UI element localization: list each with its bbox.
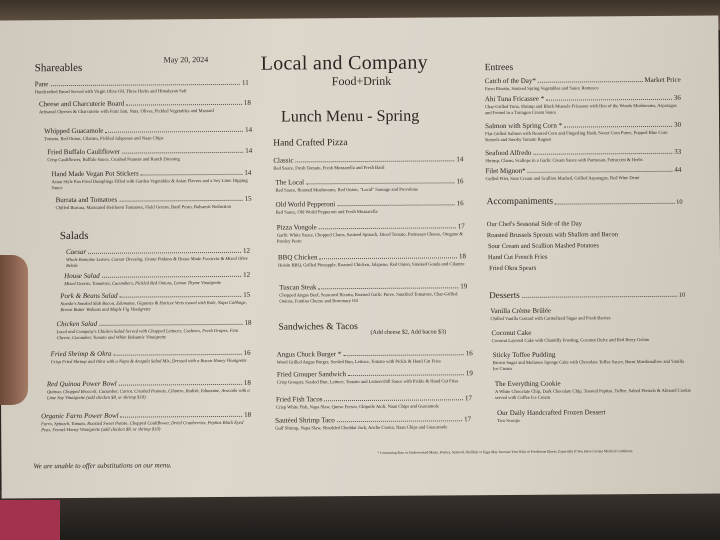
menu-item <box>495 379 691 401</box>
item-price: 15 <box>244 194 252 203</box>
menu-item <box>47 379 251 401</box>
item-row <box>495 379 691 388</box>
section-title-entrees: Entrees <box>484 62 514 74</box>
dot-leader <box>348 374 464 376</box>
item-row <box>35 79 249 88</box>
accompaniment-item: Sour Cream and Scallion Mashed Potatoes <box>487 242 599 251</box>
dot-leader <box>528 171 673 173</box>
item-row <box>485 94 681 103</box>
item-row <box>490 306 686 315</box>
item-name: Chicken Salad <box>56 319 98 329</box>
menu-item <box>278 252 466 268</box>
menu-item <box>279 282 467 304</box>
item-name: Fried Fish Tacos <box>275 395 323 404</box>
item-name: Catch of the Day* <box>484 76 536 86</box>
item-name: Burrata and Tomatoes <box>55 195 118 205</box>
item-name: Sautéed Shrimp Taco <box>275 416 335 425</box>
item-name: Cheese and Charcuterie Board <box>38 99 125 109</box>
dot-leader <box>538 81 643 83</box>
section-title-accompaniments: Accompaniments <box>486 196 554 208</box>
menu-item <box>44 126 252 142</box>
item-price: 17 <box>464 415 472 424</box>
item-description: Flat Grilled Salmon with Roasted Corn and Fingerling Hash, Sweet Corn Puree, Popped Blue Corn Kernels and Smoky Tomato Ragout <box>485 129 668 143</box>
menu-item <box>488 242 684 250</box>
item-description: Local and Company's Chicken Salad Served with Chopped Lettuces, Cashews, Fresh Grapes, Feta Cheese, Cucumber, Tomato and White Balsamic Vinaigrette <box>56 327 239 341</box>
substitution-note: We are unable to offer substitutions on our menu. <box>33 461 172 471</box>
item-description: Quinoa, Chopped Broccoli, Cucumber, Carrot, Crushed Peanuts, Cilantro, Radish, Edamame, Avocado with a Lime Soy Vinaigrette (add chicken $8, or shrimp $10) <box>46 387 250 401</box>
sandwich-addons-note: (Add cheese $2, Add bacon $3) <box>370 329 447 336</box>
accompaniments-heading <box>487 196 683 207</box>
item-description: Garlic White Sauce, Chopped Clams, Sauteed Spinach, Diced Tomato, Parmesan Cheese, Oregano & Parsley Pesto <box>276 231 464 244</box>
dot-leader <box>141 174 243 176</box>
item-row <box>51 349 251 358</box>
dot-leader <box>120 296 242 298</box>
item-description: Crisp Cauliflower, Buffalo Sauce, Crushed Peanuts and Ranch Dressing <box>47 156 180 163</box>
item-description: Chilled Burrata, Marinated Heirloom Tomatoes, Field Greens, Basil Pesto, Balsamic Reduction <box>55 203 232 211</box>
item-name: Fried Grouper Sandwich <box>276 370 347 379</box>
menu-item <box>485 76 681 92</box>
item-name: Pane <box>34 80 49 89</box>
accompaniment-item: Fried Okra Spears <box>489 264 537 273</box>
item-description: Grilled Filet, Sour Cream and Scallion Mashed, Grilled Asparagus, Red Wine Demi <box>485 175 640 182</box>
item-description: Red Sauce, Fresh Tomato, Fresh Mozzarella and Fresh Basil <box>273 164 385 171</box>
item-price: 19 <box>465 369 473 378</box>
accompaniment-item: Hand Cut French Fries <box>487 253 548 262</box>
item-row <box>276 394 472 403</box>
item-row <box>492 328 688 337</box>
dot-leader <box>555 203 674 205</box>
dot-leader <box>121 416 243 418</box>
menu-item <box>273 155 463 171</box>
item-price: 18 <box>458 252 467 261</box>
item-name: Ahi Tuna Fricassee * <box>484 94 545 104</box>
item-price: 18 <box>243 98 251 107</box>
item-row <box>493 350 689 359</box>
item-name: Seafood Alfredo <box>485 148 532 158</box>
item-description: Red Sauce, Roasted Mushrooms, Red Onion, "Local" Sausage and Provolone <box>275 186 419 193</box>
menu-item <box>490 306 686 322</box>
menu-item <box>493 350 689 372</box>
item-price: 18 <box>244 318 252 327</box>
section-title-salads: Salads <box>59 229 89 243</box>
section-title-desserts: Desserts <box>489 289 520 301</box>
item-row <box>497 408 693 417</box>
menu-item <box>41 411 251 433</box>
dot-leader <box>533 153 672 155</box>
item-description: Two Scoops <box>497 417 520 424</box>
item-description: Farro, Spinach, Tomato, Roasted Sweet Potato, Chopped Cauliflower, Dried Cranberries, Pepitas Black Eyed Peas, Fennel-Honey Vinaigrette (add chicken $8, or shrimp $10) <box>41 419 244 433</box>
item-price: 33 <box>674 147 682 156</box>
dot-leader <box>337 204 454 206</box>
item-description: Nueske's Smoked Slab Bacon, Edamame, Gigantes & Haricot Verts tossed with Kale, Napa Cabbage, Brown Butter Walnuts and Maple Fig Vinaigrette <box>60 299 247 313</box>
menu-item <box>492 328 688 344</box>
menu-item <box>275 415 471 431</box>
item-description: Farro Risotto, Sauteed Spring Vegetables and Sauce Romesco <box>484 85 599 92</box>
dot-leader <box>105 131 243 133</box>
menu-item <box>51 349 251 365</box>
dot-leader <box>319 227 456 229</box>
item-row <box>485 76 681 85</box>
item-row <box>485 166 681 175</box>
item-name: The Local <box>275 178 305 187</box>
item-row <box>47 147 252 156</box>
item-price: 16 <box>456 177 464 186</box>
item-description: Crisp Grouper, Seeded Bun, Lettuce, Tomato and Lemon-Dill Sauce with Pickle & Hand Cut Fries <box>276 378 459 385</box>
item-description: Mixed Greens, Tomatoes, Cucumbers, Pickled Red Onions, Lemon Thyme Vinaigrette <box>64 279 222 287</box>
hand-holding-menu <box>0 255 28 405</box>
dot-leader <box>564 126 672 128</box>
menu-item <box>56 195 252 211</box>
item-price: 30 <box>674 120 682 129</box>
menu-item <box>485 148 681 164</box>
item-price: 18 <box>243 378 251 387</box>
item-price: 36 <box>673 93 681 102</box>
menu-item <box>64 271 250 287</box>
item-description: Wood Grilled Angus Burger, Seeded Bun, Lettuce, Tomato with Pickle & Hand Cut Fries <box>276 358 441 365</box>
raw-food-footnote: * Consuming Raw or Undercooked Meats, Poultry, Seafood, Shellfish or Eggs May Increase Your Risk of Foodborne Illness, Especially If You Have Certain Medical Conditions. <box>377 449 634 455</box>
item-description: Shrimp, Clams, Scallops in a Garlic Cream Sauce with Parmesan, Fettuccini & Herbs <box>485 157 643 164</box>
item-row <box>41 411 251 420</box>
dot-leader <box>119 384 242 386</box>
item-price: 12 <box>243 270 251 279</box>
item-name: Vanilla Crème Brûlée <box>490 306 552 316</box>
dot-leader <box>102 276 241 278</box>
item-row <box>44 126 252 135</box>
item-row <box>279 282 467 291</box>
restaurant-name: Local and Company <box>260 51 429 75</box>
item-description: Artisanal Cheeses & Charcuterie with Fruit Jam, Nuts, Olives, Pickled Vegetables and Mustard <box>38 108 214 115</box>
menu-item <box>487 231 683 239</box>
item-row <box>277 349 473 358</box>
item-price: 17 <box>457 222 465 231</box>
item-row <box>278 252 466 261</box>
item-name: Sticky Toffee Pudding <box>492 350 556 360</box>
dot-leader <box>318 287 458 289</box>
desserts-heading <box>489 289 685 300</box>
item-name: Coconut Cake <box>491 328 532 338</box>
dot-leader <box>114 354 242 356</box>
dot-leader <box>88 252 241 254</box>
menu-sheet <box>0 15 720 498</box>
item-name: Hand Made Vegan Pot Stickers <box>51 169 139 179</box>
item-price: Market Price <box>644 75 681 85</box>
item-row <box>60 291 250 300</box>
accompaniment-item: Our Chef's Seasonal Side of the Day <box>486 220 582 229</box>
item-price: 14 <box>244 168 252 177</box>
menu-item <box>66 247 250 269</box>
item-name: Tuscan Steak <box>279 283 317 292</box>
item-description: Coconut Layered Cake with Chantilly Frosting, Coconut Dulce and Red Berry Gelato <box>491 336 650 344</box>
accompaniments-price: 10 <box>676 198 683 206</box>
item-name: House Salad <box>64 271 100 281</box>
item-name: BBQ Chicken <box>277 253 318 262</box>
item-name: Whipped Guacamole <box>44 126 104 136</box>
item-description: Hoisin BBQ, Grilled Pineapple, Roasted Chicken, Jalapeno, Red Onion, Smoked Gouda and Cilantro <box>278 261 465 268</box>
section-title-sandwiches: Sandwiches & Tacos <box>278 322 358 333</box>
item-row <box>56 195 252 204</box>
dot-leader <box>119 200 242 202</box>
dot-leader <box>546 99 672 101</box>
menu-item <box>488 253 684 261</box>
menu-item <box>60 291 250 313</box>
dot-leader <box>343 354 463 356</box>
menu-item <box>39 99 251 115</box>
item-row <box>47 379 251 388</box>
menu-item <box>276 394 472 410</box>
dot-leader <box>99 324 242 326</box>
dot-leader <box>337 420 462 422</box>
dot-leader <box>319 257 457 259</box>
item-description: Asian Style Pan Fried Dumplings Filled with Garden Vegetables & Asian Flavors and a Soy Lime Dipping Sauce <box>51 177 248 191</box>
desserts-price: 10 <box>678 291 686 299</box>
item-row <box>39 99 251 108</box>
menu-item <box>485 166 681 182</box>
item-name: The Everything Cookie <box>494 379 561 389</box>
accompaniment-item: Roasted Brussels Sprouts with Shallots and Bacon <box>486 231 618 240</box>
menu-item <box>277 349 473 365</box>
item-name: Filet Mignon* <box>485 166 526 176</box>
item-row <box>56 319 251 328</box>
item-price: 16 <box>465 349 473 358</box>
sleeve <box>0 500 60 540</box>
item-description: Crisp White Fish, Napa Slaw, Queso Fresco, Chipotle Aioli, Naan Chips and Guacamole <box>276 403 439 410</box>
item-price: 15 <box>243 290 251 299</box>
item-description: Red Sauce, Old World Pepperoni and Fresh Mozzarella <box>275 208 378 215</box>
item-row <box>66 247 250 256</box>
menu-date: May 20, 2024 <box>163 55 209 65</box>
menu-item <box>275 177 463 193</box>
dot-leader <box>324 399 463 401</box>
menu-item <box>497 408 693 424</box>
menu-item <box>56 319 251 341</box>
item-name: Classic <box>273 156 294 165</box>
item-row <box>64 271 250 280</box>
item-row <box>276 199 464 208</box>
item-name: Angus Chuck Burger * <box>276 350 342 359</box>
item-row <box>485 148 681 157</box>
item-description: Tomato, Red Onion, Cilantro, Pickled Jalapenos and Naan Chips <box>44 135 164 142</box>
item-name: Salmon with Spring Corn * <box>485 121 563 131</box>
item-description: Char-Grilled Tuna, Shrimp and Black Mussels Fricassee with Hen of the Woods Mushrooms, Asparagus and Fennel in a Tarragon Cream Sauce <box>484 102 677 116</box>
item-price: 11 <box>242 78 249 87</box>
item-name: Our Daily Handcrafted Frozen Dessert <box>497 408 606 418</box>
item-name: Pork & Beans Salad <box>60 291 118 301</box>
menu-item <box>485 121 681 143</box>
item-price: 14 <box>456 155 464 164</box>
item-row <box>51 169 251 178</box>
item-price: 14 <box>245 125 253 134</box>
menu-item <box>51 169 251 191</box>
menu-item <box>277 369 473 385</box>
item-row <box>275 415 471 424</box>
menu-item <box>47 147 252 163</box>
item-description: A White Chocolate Chip, Dark Chocolate Chip, Toasted Pepitas, Toffee, Salted Pretzels & Almond Cookie served with Coffee Ice Cream <box>494 387 691 401</box>
item-row <box>277 369 473 378</box>
item-name: Pizza Vongole <box>276 223 317 232</box>
menu-item <box>277 222 465 244</box>
menu-item <box>489 264 685 272</box>
dot-leader <box>126 104 242 106</box>
item-row <box>273 155 463 164</box>
section-title-pizza: Hand Crafted Pizza <box>273 138 348 149</box>
item-name: Caesar <box>65 247 87 257</box>
menu-item <box>487 220 683 228</box>
dot-leader <box>306 182 454 184</box>
item-price: 44 <box>674 165 682 174</box>
section-title-shareables: Shareables <box>34 61 83 75</box>
item-price: 19 <box>460 282 468 291</box>
item-price: 16 <box>456 199 464 208</box>
item-price: 16 <box>243 348 251 357</box>
item-description: Chilled Vanilla Custard with Carmelized Sugar and Fresh Berries <box>490 315 611 322</box>
item-price: 17 <box>464 394 473 403</box>
item-description: Chopped Angus Beef, Seasoned Ricotta, Roasted Garlic Puree, Sundried Tomatoes, Char-Grilled Onions, Fontina Cheese and Rosemary Oil <box>279 291 458 304</box>
item-name: Red Quinoa Power Bowl <box>46 379 117 389</box>
menu-item <box>485 94 681 116</box>
menu-title: Lunch Menu - Spring <box>280 107 420 126</box>
item-row <box>485 121 681 130</box>
item-price: 14 <box>245 146 253 155</box>
item-name: Organic Farro Power Bowl <box>41 411 119 421</box>
item-name: Fried Buffalo Cauliflower <box>47 147 121 157</box>
dot-leader <box>122 152 243 154</box>
restaurant-tagline: Food+Drink <box>331 73 392 89</box>
dot-leader <box>50 84 240 86</box>
menu-item <box>35 79 249 95</box>
item-row <box>275 177 463 186</box>
menu-item <box>276 199 464 215</box>
item-description: Whole Romaine Leaves, Caesar Dressing, Grana Padano & House Made Focaccia & Mixed Olive Relish <box>65 255 248 269</box>
item-row <box>277 222 465 231</box>
dot-leader <box>296 160 455 162</box>
dot-leader <box>522 296 677 298</box>
item-description: Crisp Fried Shrimp and Okra with a Napa & Arugula Salad Mix, Dressed with a Bacon Honey Vinaigrette <box>50 357 247 365</box>
item-name: Old World Pepperoni <box>275 200 336 209</box>
item-description: Handcrafted Bread Served with Virgin Olive Oil, Three Herbs and Himalayan Salt <box>34 88 187 95</box>
item-description: Gulf Shrimp, Napa Slaw, Shredded Cheddar Jack, Ancho Crema, Naan Chips and Guacamole <box>275 424 448 431</box>
item-description: Brown Sugar and Molasses Sponge Cake with Chocolate Toffee Sauce, Burnt Marshmallow and Vanilla Ice Cream <box>492 358 685 372</box>
item-name: Fried Shrimp & Okra <box>50 349 112 359</box>
item-price: 18 <box>244 410 252 419</box>
item-price: 12 <box>242 246 250 255</box>
